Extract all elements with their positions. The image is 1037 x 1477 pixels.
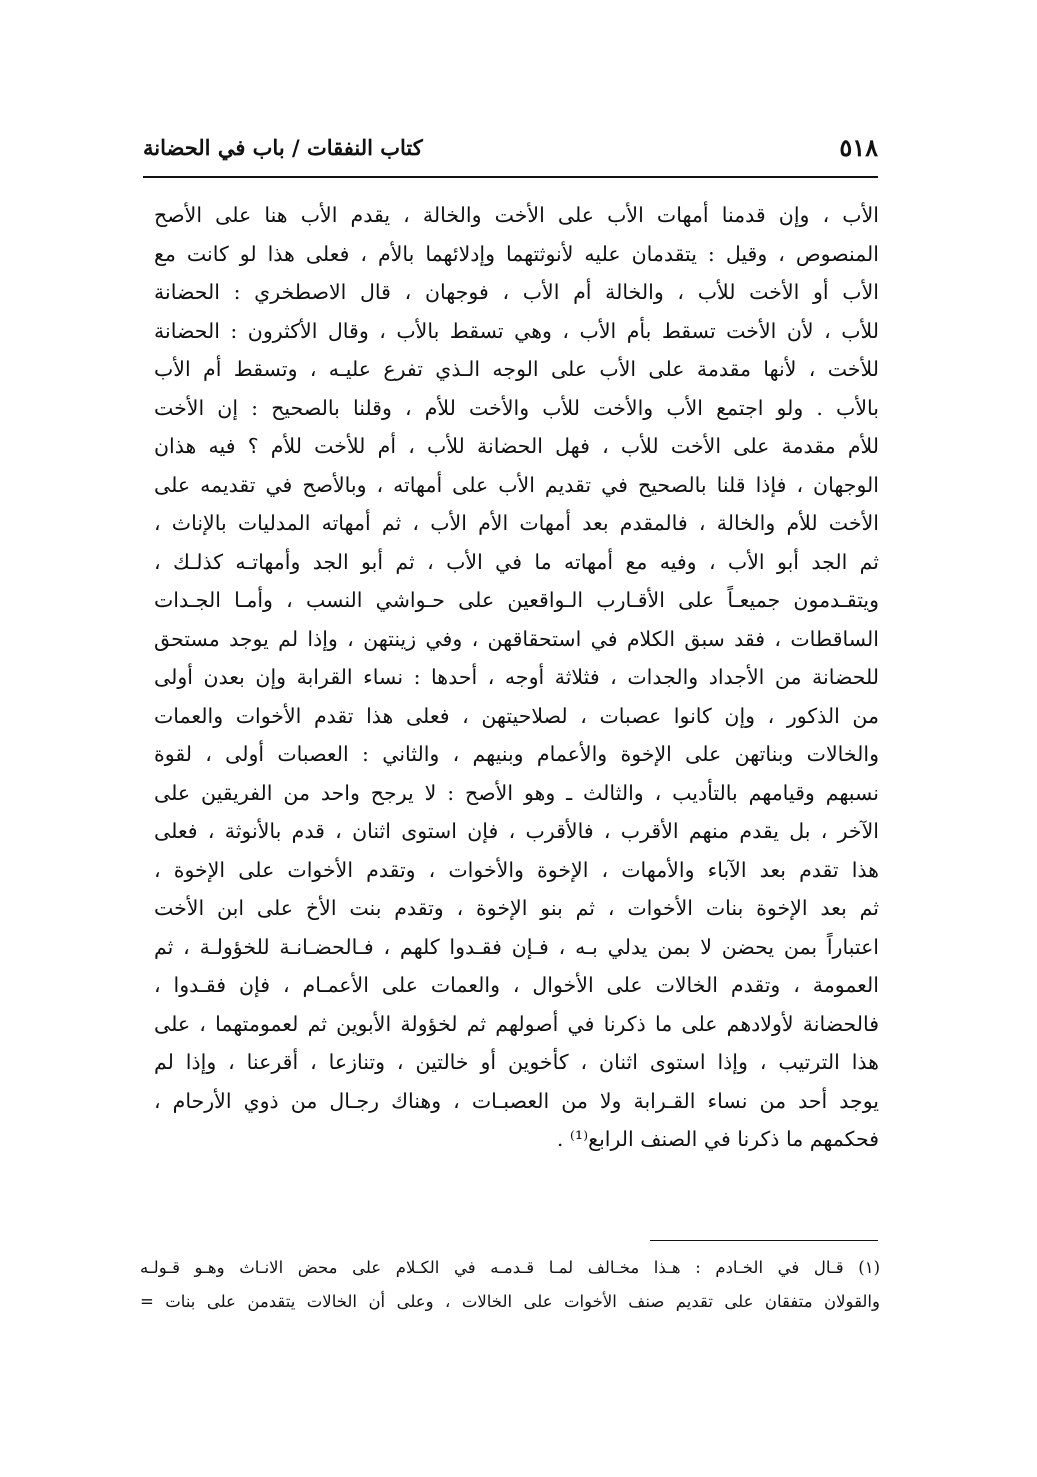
text-line: للأب ، لأن الأخت تسقط بأم الأب ، وهي تسقط بالأب ، وقال الأكثرون : الحضانة	[154, 318, 879, 343]
text-line: ثم بعد الإخوة بنات الأخوات ، ثم بنو الإخوة ، وتقدم بنت الأخ على ابن الأخت	[154, 896, 879, 920]
running-title: كتاب النفقات / باب في الحضانة	[143, 135, 423, 160]
text-line: العمومة ، وتقدم الخالات على الأخوال ، والعمات على الأعمـام ، فإن فقـدوا ،	[154, 973, 879, 997]
text-line: من الذكور ، وإن كانوا عصبات ، لصلاحيتهن ، فعلى هذا تقدم الأخوات والعمات	[154, 703, 879, 728]
page-header	[143, 127, 878, 171]
text-line: ثم الجد أبو الأب ، وفيه مع أمهاته ما في الأب ، ثم أبو الجد وأمهاتـه كذلـك ،	[154, 549, 879, 574]
footnote-line: (١) قـال في الخـادم : هـذا مخـالف لمـا قـدمـه في الكـلام على محض الانـاث وهـو قـولـه	[140, 1258, 880, 1277]
footnote-divider	[650, 1240, 878, 1241]
text-line: فالحضانة لأولادهم على ما ذكرنا في أصولهم ثم لخؤولة الأبوين ثم لعمومتهما ، على	[154, 1011, 879, 1036]
text-line: للحضانة من الأجداد والجدات ، فثلاثة أوجه ، أحدها : نساء القرابة وإن بعدن أولى	[154, 665, 879, 689]
text-line: الآخر ، بل يقدم منهم الأقرب ، فالأقرب ، فإن استوى اثنان ، قدم بالأنوثة ، فعلى	[154, 819, 879, 843]
text-line: الأب أو الأخت للأب ، والخالة أم الأب ، فوجهان ، قال الاصطخري : الحضانة	[154, 280, 879, 304]
text-line: المنصوص ، وقيل : يتقدمان عليه لأنوثتهما وإدلائهما بالأم ، فعلى هذا لو كانت مع	[154, 241, 879, 266]
text-line: للأم مقدمة على الأخت للأب ، فهل الحضانة للأب ، أم للأخت للأم ؟ فيه هذان	[154, 434, 879, 458]
text-line: بالأب . ولو اجتمع الأب والأخت للأب والأخت للأم ، وقلنا بالصحيح : إن الأخت	[154, 395, 879, 420]
page-number: ٥١٨	[839, 133, 878, 162]
text-line: ويتقـدمون جميعـاً على الأقـارب الـواقعين على حـواشي النسب ، وأمـا الجـدات	[154, 588, 879, 612]
footnotes	[140, 1251, 880, 1319]
text-line: الأخت للأم والخالة ، فالمقدم بعد أمهات الأم الأب ، ثم أمهاته المدليات بالإناث ،	[154, 511, 879, 535]
text-line: هذا تقدم بعد الآباء والأمهات ، الإخوة والأخوات ، وتقدم الأخوات على الإخوة ،	[154, 857, 879, 882]
footnote-line: والقولان متفقان على تقديم صنف الأخوات على الخالات ، وعلى أن الخالات يتقدمن على بنات =	[140, 1292, 880, 1311]
text-line: للأخت ، لأنها مقدمة على الأب على الوجه الـذي تفرع عليـه ، وتسقط أم الأب	[154, 357, 879, 381]
main-text	[154, 196, 879, 1159]
text-line: اعتباراً بمن يحضن لا بمن يدلي بـه ، فـإن فقـدوا كلهم ، فـالحضـانـة للخؤولـة ، ثم	[154, 934, 879, 959]
text-line: الوجهان ، فإذا قلنا بالصحيح في تقديم الأب على أمهاته ، وبالأصح في تقديمه على	[154, 472, 879, 497]
text-line: هذا الترتيب ، وإذا استوى اثنان ، كأخوين أو خالتين ، وتنازعا ، أقرعنا ، وإذا لم	[154, 1050, 879, 1074]
text-line: فحكمهم ما ذكرنا في الصنف الرابع⁽¹⁾ .	[556, 1127, 879, 1151]
text-line: والخالات وبناتهن على الإخوة والأعمام وبنيهم ، والثاني : العصبات أولى ، لقوة	[154, 742, 879, 766]
text-line: الساقطات ، فقد سبق الكلام في استحقاقهن ، وفي زينتهن ، وإذا لم يوجد مستحق	[154, 626, 879, 651]
text-line: الأب ، وإن قدمنا أمهات الأب على الأخت والخالة ، يقدم الأب هنا على الأصح	[154, 203, 879, 227]
header-divider	[143, 176, 878, 178]
text-line: نسبهم وقيامهم بالتأديب ، والثالث ـ وهو الأصح : لا يرجح واحد من الفريقين على	[154, 780, 879, 805]
text-line: يوجد أحد من نساء القـرابة ولا من العصبـات ، وهناك رجـال من ذوي الأرحام ،	[154, 1088, 879, 1113]
